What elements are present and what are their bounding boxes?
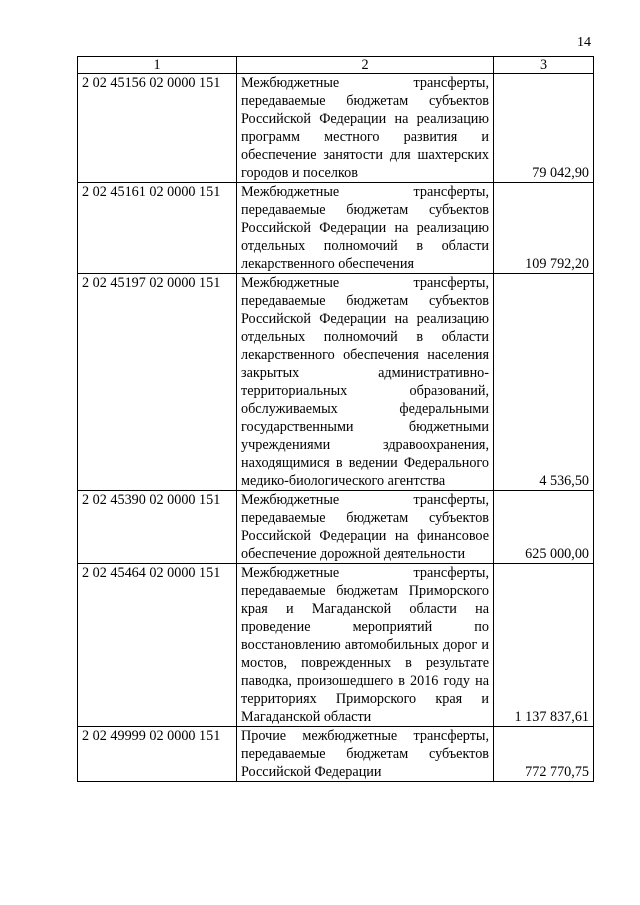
code-cell: 2 02 45390 02 0000 151 [78, 491, 237, 564]
code-cell: 2 02 49999 02 0000 151 [78, 727, 237, 782]
table-row [78, 727, 594, 782]
table-row [78, 183, 594, 274]
description-cell: Межбюджетные трансферты, передаваемые бюджетам Приморского края и Магаданской области на проведение мероприятий по восстановлению автомобильных дорог и мостов, поврежденных в результате паводка, произошедшего в 2016 году на территориях Приморского края и Магаданской области [237, 564, 494, 727]
page-number: 14 [577, 35, 591, 50]
column-header-3: 3 [494, 57, 594, 74]
amount-cell: 772 770,75 [494, 727, 594, 782]
amount-cell: 4 536,50 [494, 274, 594, 491]
table-row [78, 74, 594, 183]
table-row [78, 491, 594, 564]
code-cell: 2 02 45156 02 0000 151 [78, 74, 237, 183]
amount-cell: 625 000,00 [494, 491, 594, 564]
code-cell: 2 02 45464 02 0000 151 [78, 564, 237, 727]
amount-cell: 1 137 837,61 [494, 564, 594, 727]
description-cell: Межбюджетные трансферты, передаваемые бюджетам субъектов Российской Федерации на финансовое обеспечение дорожной деятельности [237, 491, 494, 564]
column-header-1: 1 [78, 57, 237, 74]
description-cell: Межбюджетные трансферты, передаваемые бюджетам субъектов Российской Федерации на реализацию программ местного развития и обеспечение занятости для шахтерских городов и поселков [237, 74, 494, 183]
table-row [78, 564, 594, 727]
description-cell: Прочие межбюджетные трансферты, передаваемые бюджетам субъектов Российской Федерации [237, 727, 494, 782]
amount-cell: 79 042,90 [494, 74, 594, 183]
description-cell: Межбюджетные трансферты, передаваемые бюджетам субъектов Российской Федерации на реализацию отдельных полномочий в области лекарственного обеспечения населения закрытых административно-территориальных образований, обслуживаемых федеральными государственными бюджетными учреждениями здравоохранения, находящимися в ведении Федерального медико-биологического агентства [237, 274, 494, 491]
code-cell: 2 02 45161 02 0000 151 [78, 183, 237, 274]
budget-table [77, 56, 594, 782]
code-cell: 2 02 45197 02 0000 151 [78, 274, 237, 491]
column-header-2: 2 [237, 57, 494, 74]
amount-cell: 109 792,20 [494, 183, 594, 274]
table-header-row [78, 57, 594, 74]
table-row [78, 274, 594, 491]
description-cell: Межбюджетные трансферты, передаваемые бюджетам субъектов Российской Федерации на реализацию отдельных полномочий в области лекарственного обеспечения [237, 183, 494, 274]
